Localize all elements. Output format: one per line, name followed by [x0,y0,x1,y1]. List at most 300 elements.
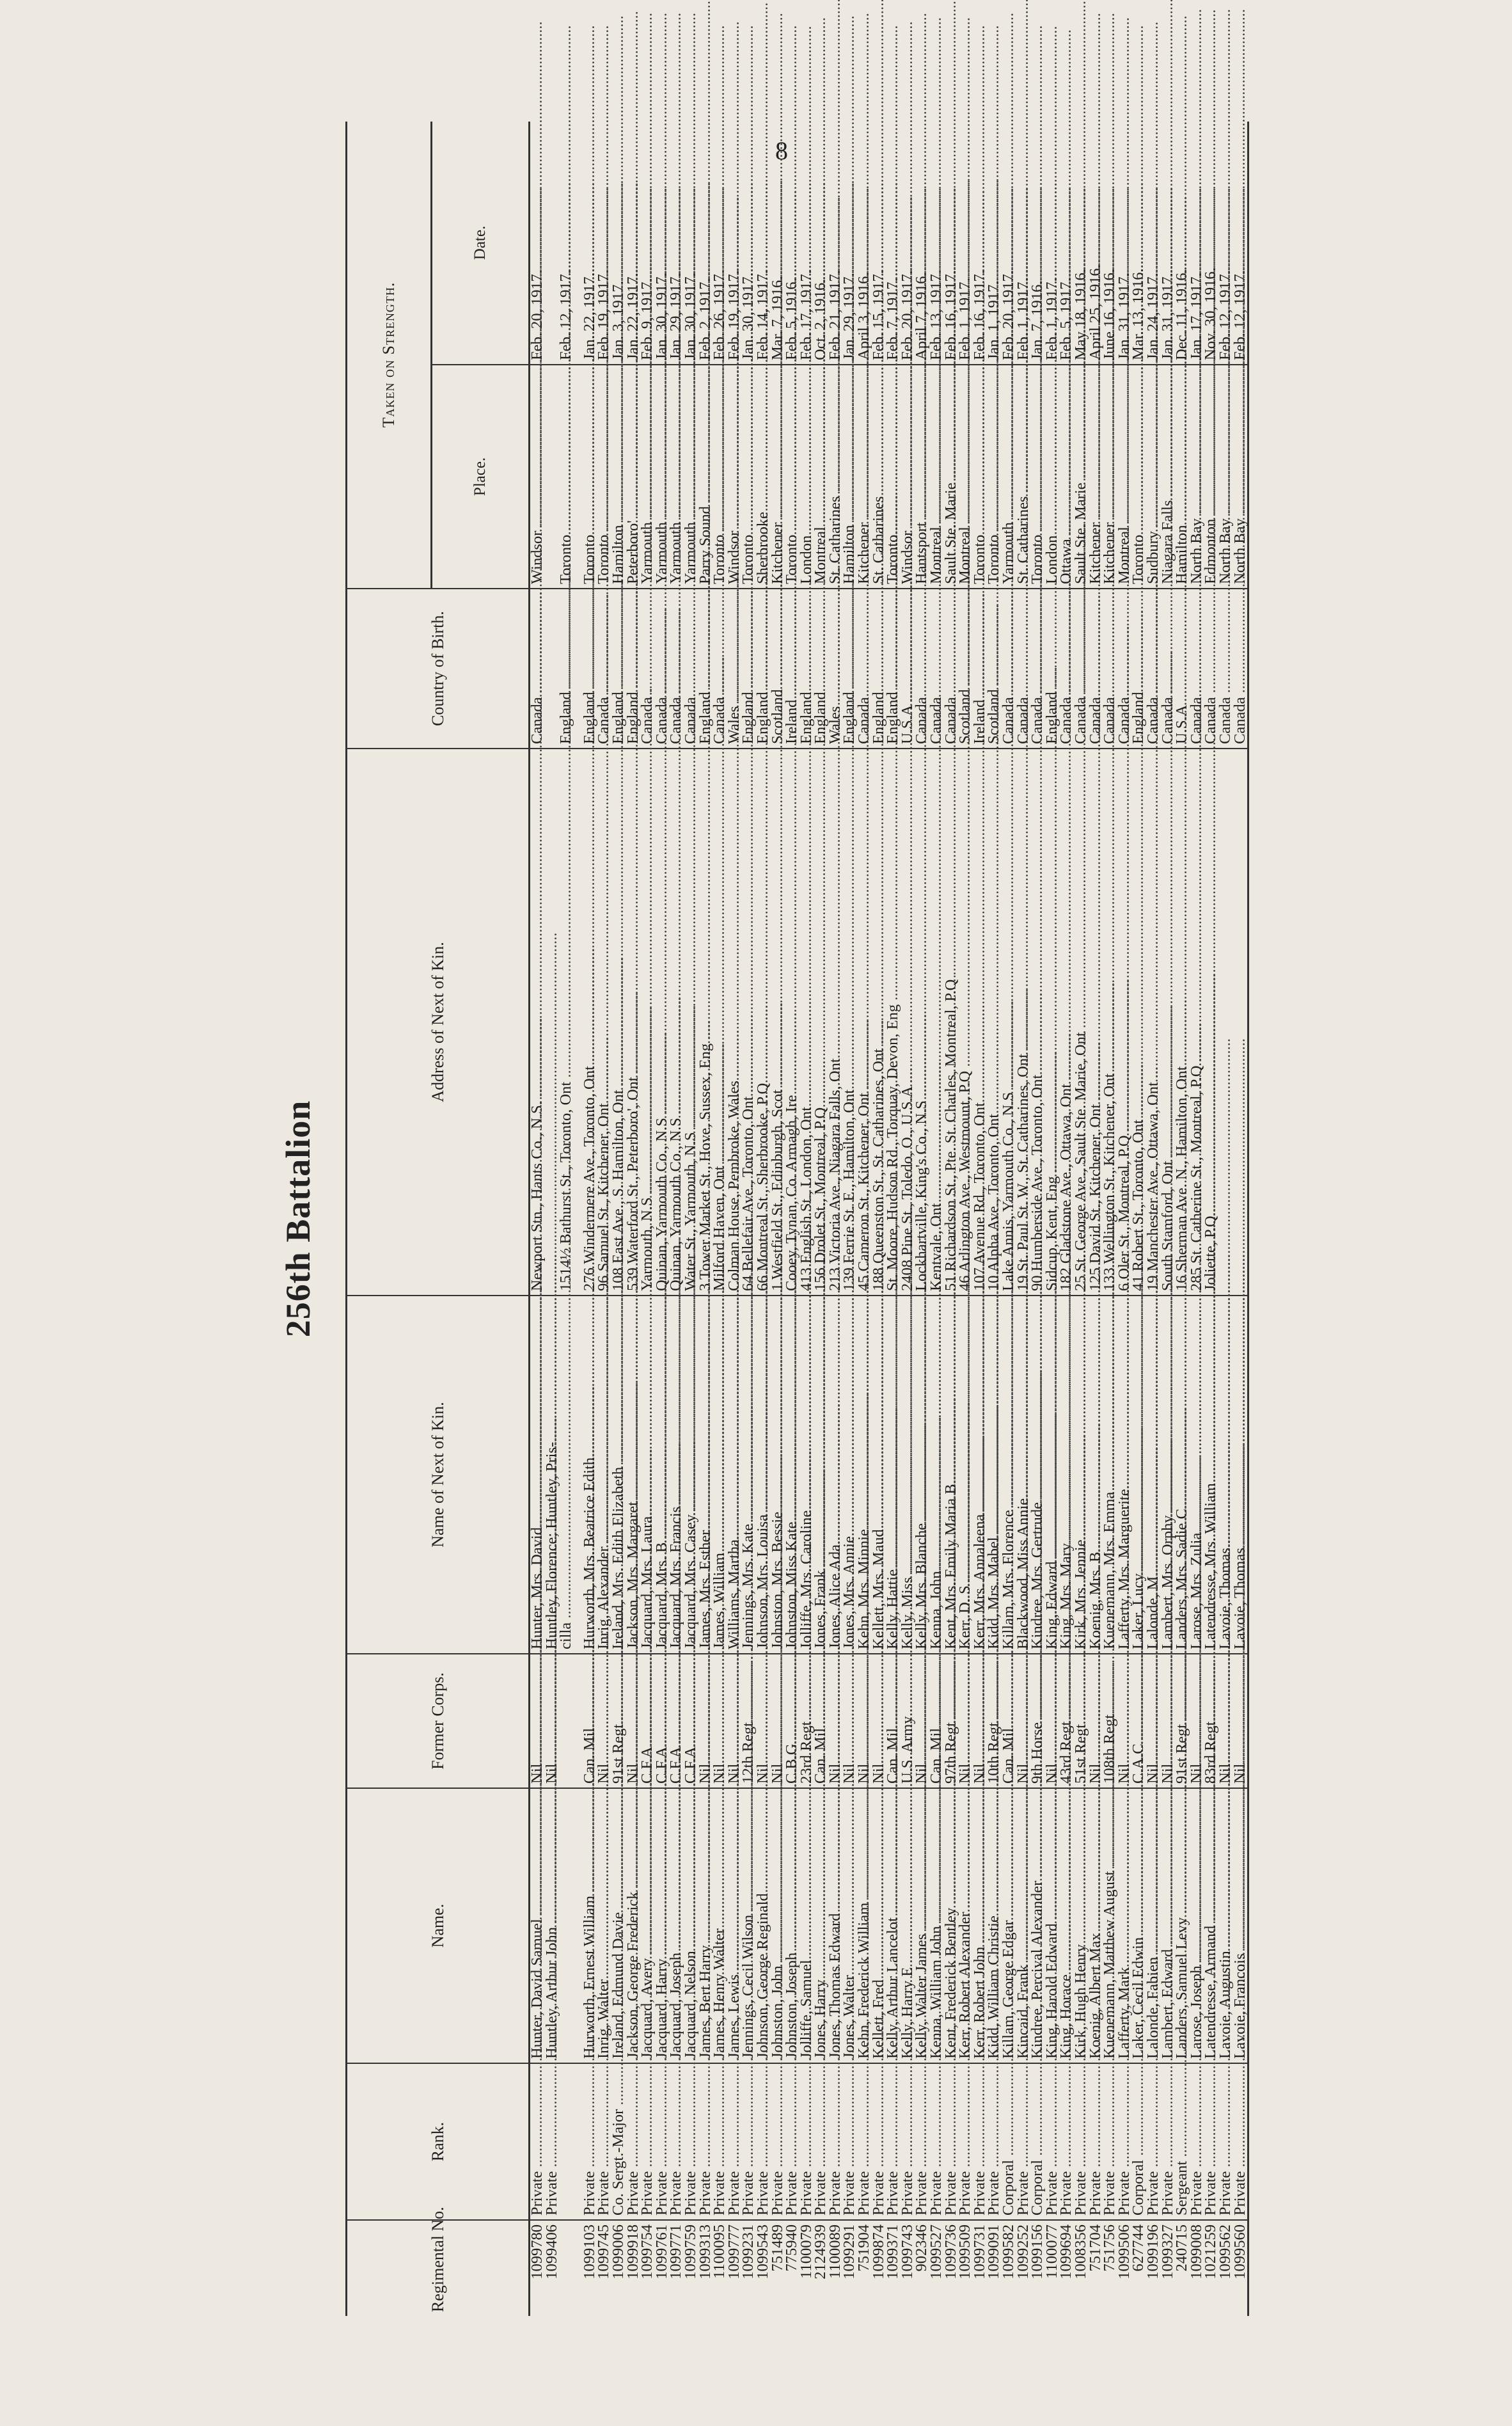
cell-country: Canada ..... [1016,589,1031,749]
cell-date: April 3, 1916. [857,122,872,365]
cell-rank: Private ..... [915,2063,929,2220]
cell-corps: U.S. Army ..... [901,1654,915,1788]
cell-kin: Jacquard, Mrs. Laura ..... [640,1296,655,1654]
cell-name: Jackson, George Frederick ..... [626,1788,641,2063]
cell-country: England ..... [1131,589,1146,749]
cell-name: Jacquard, Avery ..... [640,1788,655,2063]
cell-date: Jan. 22, 1917. [626,122,641,365]
cell-address: 16 Sherman Ave. N., Hamilton, Ont ..... [1175,749,1190,1296]
cell-no: 1099874 [872,2220,886,2316]
cell-place: Toronto ..... [583,365,597,589]
cell-name: Kindree, Percival Alexander ..... [1030,1788,1045,2063]
cell-date: Feb. 2, 1917. [698,122,713,365]
cell-kin: Laker, Lucy ..... [1131,1296,1146,1654]
cell-address: 19 St. Paul St. W., St. Catharines, Ont ..... [1016,749,1031,1296]
cell-date: Feb. 19, 1917. [597,122,611,365]
header-date: Date. [432,122,530,365]
cell-no: 1099771 [669,2220,684,2316]
cell-address: Lockhartville, King's Co., N.S ..... [915,749,929,1296]
header-address: Address of Next of Kin. [347,749,530,1296]
cell-rank: Private ..... [842,2063,857,2220]
cell-rank: Private ..... [698,2063,713,2220]
cell-kin: Hunter, Mrs. David ..... [530,1296,545,1654]
cell-country: England ..... [872,589,886,749]
cell-no: 2124939 [814,2220,828,2316]
cell-place: St. Catharines ..... [1016,365,1031,589]
cell-date: Jan. 1, 1917. [987,122,1002,365]
cell-name: Killam, George Edgar ..... [1002,1788,1016,2063]
cell-address: 125 David St., Kitchener, Ont ..... [1089,749,1103,1296]
cell-place: Montreal ..... [814,365,828,589]
cell-place: Toronto ..... [785,365,799,589]
cell-kin: Hurworth, Mrs. Beatrice Edith ..... [583,1296,597,1654]
cell-rank: Private ..... [886,2063,901,2220]
cell-date: Feb. 15, 1917. [872,122,886,365]
cell-no: 1099103 [583,2220,597,2316]
cell-country: England ..... [583,589,597,749]
cell-address: 90 Humberside Ave., Toronto, Ont ..... [1030,749,1045,1296]
cell-corps: 9th Horse ..... [1030,1654,1045,1788]
cell-rank: Private ..... [583,2063,597,2220]
cell-address: 66 Montreal St., Sherbrooke, P.Q ..... [756,749,771,1296]
cell-name: Jacquard, Joseph ..... [669,1788,684,2063]
cell-place: St. Catharines ..... [828,365,843,589]
cell-place: Toronto ..... [713,365,727,589]
cell-date: Feb. 12, 1917. [1218,122,1233,365]
cell-date: Jan. 24, 1917. [1146,122,1161,365]
cell-date: Nov. 30, 1916. [1204,122,1218,365]
cell-country: Canada ..... [1002,589,1016,749]
cell-address: 45 Cameron St., Kitchener, Ont ..... [857,749,872,1296]
cell-date: Feb. 17, 1917. [799,122,814,365]
cell-kin: King, Edward ..... [1045,1296,1060,1654]
cell-place: Yarmouth ..... [684,365,698,589]
cell-name: Jennings, Cecil Wilson ..... [741,1788,756,2063]
cell-kin: James, William ..... [713,1296,727,1654]
cell-name: Ireland, Edmund Davie ..... [611,1788,626,2063]
cell-date: Mar. 7, 1916. [771,122,785,365]
cell-no: 1099562 [1218,2220,1233,2316]
cell-country: England ..... [559,589,574,749]
cell-rank: Corporal ..... [1131,2063,1146,2220]
cell-address: 25 St. George Ave., Sault Ste. Marie, Ont ..... [1074,749,1089,1296]
cell-place: Windsor ..... [901,365,915,589]
cell-corps: Nil ..... [1161,1654,1176,1788]
cell-no: 1099371 [886,2220,901,2316]
cell-corps: Nil ..... [915,1654,929,1788]
cell-no: 1099327 [1161,2220,1176,2316]
cell-kin: James, Mrs. Esther ..... [698,1296,713,1654]
cell-corps: Nil ..... [756,1654,771,1788]
cell-corps: Can. Mil ..... [583,1654,597,1788]
cell-kin: Ireland, Mrs. Edith Elizabeth ..... [611,1296,626,1654]
cell-country: Canada ..... [929,589,944,749]
cell-address: 139 Ferrie St. E., Hamilton, Ont ..... [842,749,857,1296]
cell-place: Toronto ..... [1030,365,1045,589]
cell-name: Latendresse, Armand ..... [1204,1788,1218,2063]
cell-rank: Private ..... [1074,2063,1089,2220]
cell-place: Toronto ..... [987,365,1002,589]
cell-address: 285 St. Catherine St., Montreal, P.Q ..... [1190,749,1204,1296]
cell-country: Canada ..... [1059,589,1074,749]
cell-no: 1099777 [727,2220,742,2316]
cell-address: 413 English St., London, Ont ..... [799,749,814,1296]
cell-corps: Nil ..... [1117,1654,1132,1788]
cell-corps: 10th Regt ..... [987,1654,1002,1788]
cell-address: 108 East Ave., S. Hamilton, Ont ..... [611,749,626,1296]
cell-address: 10 Alpha Ave., Toronto, Ont ..... [987,749,1002,1296]
cell-name: Kelly, Harry E ..... [901,1788,915,2063]
cell-date: Feb. 12, 1917. [1233,122,1248,365]
cell-name [559,1788,574,2063]
cell-rank: Private ..... [944,2063,959,2220]
table-row [1233,122,1248,2316]
cell-no: 1099252 [1016,2220,1031,2316]
cell-kin: Jackson, Mrs. Margaret ..... [626,1296,641,1654]
cell-country: England ..... [799,589,814,749]
cell-rank: Private ..... [799,2063,814,2220]
cell-name: Jones, Walter ..... [842,1788,857,2063]
cell-corps: Nil ..... [1218,1654,1233,1788]
cell-place: Windsor ..... [727,365,742,589]
cell-corps: Nil ..... [727,1654,742,1788]
cell-name: Larose, Joseph ..... [1190,1788,1204,2063]
cell-kin: Johnston, Mrs. Bessie ..... [771,1296,785,1654]
cell-country: Wales ..... [727,589,742,749]
cell-place: Toronto ..... [886,365,901,589]
cell-place: North Bay ..... [1233,365,1248,589]
cell-kin: Lafferty, Mrs. Marguerite ..... [1117,1296,1132,1654]
cell-kin: Lambert, Mrs. Orphy ..... [1161,1296,1176,1654]
cell-date: Feb. 1, 1917. [1045,122,1060,365]
cell-name: King, Horace ..... [1059,1788,1074,2063]
cell-country: U.S.A ..... [901,589,915,749]
cell-place: Niagara Falls ..... [1161,365,1176,589]
cell-name: Lalonde, Fabien ..... [1146,1788,1161,2063]
cell-rank: Private ..... [1089,2063,1103,2220]
cell-country: England ..... [842,589,857,749]
cell-place: Toronto ..... [597,365,611,589]
cell-name: Hunter, David Samuel ..... [530,1788,545,2063]
cell-kin: Kidd, Mrs. Mabel ..... [987,1296,1002,1654]
cell-kin: Lavoie, Thomas ..... [1233,1296,1248,1654]
cell-address: Joliette, P.Q ..... [1204,749,1218,1296]
cell-kin: Jacquard, Mrs. B ..... [655,1296,670,1654]
cell-country: Scotland ..... [771,589,785,749]
cell-name: James, Henry Walter ..... [713,1788,727,2063]
cell-address: 156 Drolet St., Montreal, P.Q ..... [814,749,828,1296]
cell-country: England ..... [698,589,713,749]
header-rank: Rank. [347,2063,530,2220]
cell-date: Feb. 1, 1917. [1016,122,1031,365]
cell-country: Canada ..... [1161,589,1176,749]
cell-kin: Lalonde, M ..... [1146,1296,1161,1654]
cell-name: Landers, Samuel Levy ..... [1175,1788,1190,2063]
cell-no: 1008356 [1074,2220,1089,2316]
roster-body [530,122,1248,2316]
cell-corps: C.F.A ..... [640,1654,655,1788]
cell-kin: Kirk, Mrs. Jennie ..... [1074,1296,1089,1654]
cell-name: Lafferty, Mark ..... [1117,1788,1132,2063]
cell-address: 1514½ Bathurst St., Toronto, Ont ..... [559,749,574,1296]
cell-address: Cooey, Tynan, Co. Armagh, Ire ..... [785,749,799,1296]
cell-no: 1099918 [626,2220,641,2316]
cell-kin: Jacquard, Mrs. Casey ..... [684,1296,698,1654]
cell-rank: Private ..... [756,2063,771,2220]
cell-name: Kent, Frederick Bentley ..... [944,1788,959,2063]
cell-name: Kelly, Walter James ..... [915,1788,929,2063]
cell-no: 1099761 [655,2220,670,2316]
cell-rank: Private ..... [640,2063,655,2220]
cell-kin: Killam, Mrs. Florence ..... [1002,1296,1016,1654]
cell-country: Canada ..... [1089,589,1103,749]
cell-corps: Nil ..... [545,1654,560,1788]
cell-corps: 43rd Regt ..... [1059,1654,1074,1788]
page-number: 8 [775,136,788,165]
cell-country: Canada ..... [1146,589,1161,749]
cell-date: Feb. 20, 1917. [901,122,915,365]
cell-rank: Private ..... [814,2063,828,2220]
cell-corps: Nil ..... [842,1654,857,1788]
cell-name: Kincaid, Frank ..... [1016,1788,1031,2063]
cell-name: James, Bert Harry ..... [698,1788,713,2063]
cell-address: Newport Stn., Hants Co., N.S. ..... [530,749,545,1296]
cell-address: 6 Oler St., Montreal, P.Q ..... [1117,749,1132,1296]
cell-corps: Can. Mil ..... [929,1654,944,1788]
cell-no: 627744 [1131,2220,1146,2316]
cell-address: 96 Samuel St., Kitchener, Ont ..... [597,749,611,1296]
cell-country: Canada ..... [1030,589,1045,749]
cell-name: Kenna, William John ..... [929,1788,944,2063]
cell-address: Kentvale, Ont ..... [929,749,944,1296]
cell-rank: Private ..... [828,2063,843,2220]
cell-date: Feb. 7, 1917. [886,122,901,365]
cell-place: North Bay ..... [1190,365,1204,589]
cell-kin: Kelly, Hattie ..... [886,1296,901,1654]
cell-rank: Sergeant ..... [1175,2063,1190,2220]
cell-no: 1099291 [842,2220,857,2316]
cell-kin: Kehn, Mrs. Minnie ..... [857,1296,872,1654]
cell-address: 41 Robert St., Toronto, Ont ..... [1131,749,1146,1296]
cell-name: Johnston, Joseph ..... [785,1788,799,2063]
cell-address: St. Moore, Hudson Rd., Torquay, Devon, Eng ..... [886,749,901,1296]
cell-rank: Private ..... [857,2063,872,2220]
cell-rank: Co. Sergt.-Major ..... [611,2063,626,2220]
cell-kin: Kerr, Mrs. Annaleena ..... [973,1296,988,1654]
cell-country: England ..... [886,589,901,749]
cell-country: Canada ..... [1233,589,1248,749]
cell-country: Canada ..... [1074,589,1089,749]
cell-corps: C.A.C ..... [1131,1654,1146,1788]
cell-place: Windsor ..... [530,365,545,589]
cell-no: 1099754 [640,2220,655,2316]
cell-date: Feb. 14, 1917. [756,122,771,365]
cell-no: 1100095 [713,2220,727,2316]
cell-address: Sidcup, Kent, Eng ..... [1045,749,1060,1296]
cell-place: Sudbury ..... [1146,365,1161,589]
cell-rank: Private ..... [1103,2063,1117,2220]
cell-rank: Private ..... [973,2063,988,2220]
cell-address: Lake Annis, Yarmouth Co., N.S ..... [1002,749,1016,1296]
cell-country: Canada ..... [597,589,611,749]
cell-corps: Nil ..... [1016,1654,1031,1788]
cell-no: 775940 [785,2220,799,2316]
cell-no: 751756 [1103,2220,1117,2316]
cell-no: 1099091 [987,2220,1002,2316]
cell-place: North Bay ..... [1218,365,1233,589]
cell-no: 1099560 [1233,2220,1248,2316]
cell-name: Lambert, Edward ..... [1161,1788,1176,2063]
cell-address: Quinan, Yarmouth Co., N.S ..... [669,749,684,1296]
cell-country: Canada ..... [915,589,929,749]
cell-name: Laker, Cecil Edwin ..... [1131,1788,1146,2063]
cell-kin: Jacquard, Mrs. Francis ..... [669,1296,684,1654]
cell-address: 3 Tower Market St., Hove, Sussex, Eng ..... [698,749,713,1296]
cell-place: Sherbrooke ..... [756,365,771,589]
cell-place: Yarmouth ..... [640,365,655,589]
cell-date: Feb. 12, 1917. [559,122,574,365]
cell-date: Feb. 1, 1917. [958,122,973,365]
header-former-corps: Former Corps. [347,1654,530,1788]
cell-date: Feb. 21, 1917. [828,122,843,365]
cell-kin: Johnson, Mrs. Louisa ..... [756,1296,771,1654]
cell-date: Feb. 5, 1916. [785,122,799,365]
cell-date: Mar. 13, 1916. [1131,122,1146,365]
cell-rank: Corporal ..... [1002,2063,1016,2220]
cell-kin: Jones, Frank ..... [814,1296,828,1654]
cell-rank: Private ..... [958,2063,973,2220]
cell-kin: Jennings, Mrs. Kate ..... [741,1296,756,1654]
cell-corps: 108th Regt ..... [1103,1654,1117,1788]
cell-name: Kellett, Fred ..... [872,1788,886,2063]
cell-name: Inrig, Walter ..... [597,1788,611,2063]
cell-country: Canada ..... [684,589,698,749]
cell-no: 1099008 [1190,2220,1204,2316]
cell-no: 1099006 [611,2220,626,2316]
cell-no: 751704 [1089,2220,1103,2316]
cell-place: London ..... [799,365,814,589]
cell-rank: Private ..... [1161,2063,1176,2220]
cell-country: Canada ..... [655,589,670,749]
cell-no: 1100077 [1045,2220,1060,2316]
cell-place: Montreal ..... [1117,365,1132,589]
cell-rank: Private ..... [785,2063,799,2220]
cell-corps: 97th Regt ..... [944,1654,959,1788]
cell-kin: Blackwood, Miss Annie ..... [1016,1296,1031,1654]
cell-corps: 91st Regt ..... [611,1654,626,1788]
cell-name: Koenig, Albert Max ..... [1089,1788,1103,2063]
cell-kin: Williams, Martha ..... [727,1296,742,1654]
cell-rank: Private ..... [1059,2063,1074,2220]
cell-place: Hamilton ..... [842,365,857,589]
cell-no: 1099731 [973,2220,988,2316]
table-row [559,122,574,2316]
cell-address: Milford Haven, Ont ..... [713,749,727,1296]
page-title: 256th Battalion [279,1100,317,1338]
cell-rank: Private ..... [626,2063,641,2220]
rotated-page-content [269,122,1369,2316]
cell-date: Jan. 31, 1917. [1117,122,1132,365]
cell-country: England ..... [611,589,626,749]
cell-corps: Can. Mil ..... [886,1654,901,1788]
cell-place: Yarmouth ..... [669,365,684,589]
cell-country: Ireland ..... [973,589,988,749]
cell-name: Kidd, William Christie ..... [987,1788,1002,2063]
cell-name: Kuenemann, Matthew August ..... [1103,1788,1117,2063]
cell-corps: Nil ..... [698,1654,713,1788]
cell-rank: Private ..... [727,2063,742,2220]
cell-corps: 51st Regt ..... [1074,1654,1089,1788]
cell-name: Lavoie, Augustin ..... [1218,1788,1233,2063]
cell-name: Jacquard, Nelson ..... [684,1788,698,2063]
cell-corps: Can. Mil ..... [814,1654,828,1788]
cell-address: 46 Arlington Ave., Westmount, P.Q ..... [958,749,973,1296]
cell-country: Wales ..... [828,589,843,749]
table-row [530,122,545,2316]
cell-date: Jan. 7, 1916. [1030,122,1045,365]
cell-date: Feb. 19, 1917. [727,122,742,365]
cell-place: Montreal ..... [958,365,973,589]
cell-date: Feb. 16, 1917. [944,122,959,365]
cell-date: June 16, 1916. [1103,122,1117,365]
cell-no: 1099780 [530,2220,545,2316]
cell-place: London ..... [1045,365,1060,589]
cell-name: Kelly, Arthur Lancelot ..... [886,1788,901,2063]
cell-no: 1099509 [958,2220,973,2316]
cell-kin: Johnston, Miss Kate ..... [785,1296,799,1654]
header-regimental-no: Regimental No. [347,2220,530,2316]
cell-name: Kerr, Robert Alexander ..... [958,1788,973,2063]
cell-name: James, Lewis ..... [727,1788,742,2063]
cell-place: Toronto ..... [741,365,756,589]
cell-place: Yarmouth ..... [1002,365,1016,589]
cell-country: England ..... [741,589,756,749]
cell-kin: Kenna, John ..... [929,1296,944,1654]
header-place: Place. [432,365,530,589]
cell-kin: Kindree, Mrs. Gertrude ..... [1030,1296,1045,1654]
cell-date: Feb. 20, 1917. [1002,122,1016,365]
cell-corps: C.B.G ..... [785,1654,799,1788]
cell-place: Kitchener ..... [1089,365,1103,589]
cell-corps: Nil ..... [1146,1654,1161,1788]
cell-corps: Nil ..... [597,1654,611,1788]
cell-address: 539 Waterford St., Peterboro', Ont ..... [626,749,641,1296]
cell-rank: Private ..... [597,2063,611,2220]
cell-corps: 91st Regt ..... [1175,1654,1190,1788]
cell-no: 751904 [857,2220,872,2316]
cell-address: 276 Windermere Ave., Toronto, Ont ..... [583,749,597,1296]
cell-corps: C.F.A ..... [684,1654,698,1788]
cell-date: May 18, 1916. [1074,122,1089,365]
cell-address: 133 Wellington St., Kitchener, Ont ..... [1103,749,1117,1296]
cell-address: 107 Avenue Rd., Toronto, Ont ..... [973,749,988,1296]
cell-no: 1099527 [929,2220,944,2316]
cell-address: South Stamford, Ont ..... [1161,749,1176,1296]
cell-place: Hamilton ..... [611,365,626,589]
cell-name: King, Harold Edward ..... [1045,1788,1060,2063]
cell-rank: Private ..... [1146,2063,1161,2220]
cell-kin: Kelly, Miss ..... [901,1296,915,1654]
cell-address: Quinan, Yarmouth Co., N.S ..... [655,749,670,1296]
cell-address: 213 Victoria Ave., Niagara Falls, Ont ..... [828,749,843,1296]
cell-rank: Private ..... [530,2063,545,2220]
cell-country: Canada ..... [713,589,727,749]
cell-name: Kehn, Frederick William ..... [857,1788,872,2063]
cell-country: Canada ..... [1117,589,1132,749]
cell-date: Jan. 29, 1917. [842,122,857,365]
cell-rank: Private ..... [901,2063,915,2220]
cell-country: England ..... [814,589,828,749]
